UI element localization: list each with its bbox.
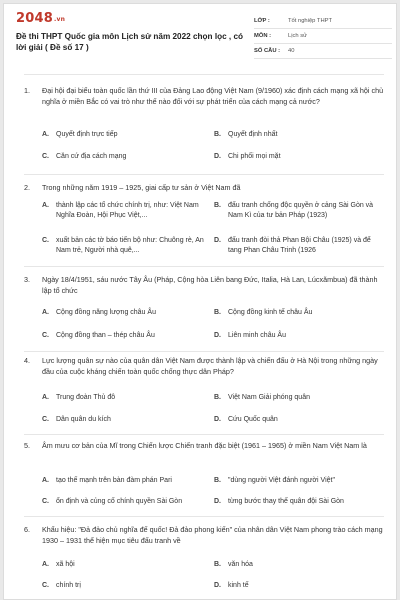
option-text: từng bước thay thế quân đội Sài Gòn — [228, 498, 344, 505]
question-number: 1. — [24, 86, 30, 95]
option-6a[interactable] — [42, 560, 202, 570]
option-letter: B. — [214, 394, 221, 401]
question-1 — [24, 85, 384, 107]
question-number: 5. — [24, 441, 30, 450]
question-number: 3. — [24, 275, 30, 284]
option-text: Căn cứ địa cách mạng — [56, 153, 127, 160]
exam-page — [3, 3, 397, 600]
meta-key: MÔN : — [254, 33, 272, 39]
option-text: "dùng người Việt đánh người Việt" — [228, 477, 335, 484]
option-text: đấu tranh chống độc quyền ở cảng Sài Gòn và Nam Kì của tư bản Pháp (1923) — [228, 202, 374, 219]
option-text: Quyết định nhất — [228, 131, 278, 138]
option-letter: C. — [42, 153, 49, 160]
option-2a[interactable] — [42, 201, 204, 221]
option-letter: B. — [214, 477, 221, 484]
meta-value: 40 — [288, 48, 295, 54]
option-1d[interactable] — [214, 152, 384, 162]
meta-value: Tốt nghiệp THPT — [288, 18, 333, 24]
option-text: xuất bản các tờ báo tiến bộ như: Chuông rè, An Nam trẻ, Người nhà quê,... — [56, 237, 204, 254]
question-number: 2. — [24, 183, 30, 192]
question-text: Ngày 18/4/1951, sáu nước Tây Âu (Pháp, Cộng hòa Liên bang Đức, Italia, Hà Lan, Lúcxămbua) đã thành lập tổ chức — [42, 275, 378, 295]
meta-row-class — [254, 14, 392, 29]
question-text: Lực lượng quân sự nào của quân dân Việt Nam được thành lập và chiến đấu ở Hà Nội trong những ngày đầu của cuộc kháng chiến toàn quốc chống thực dân Pháp? — [42, 356, 378, 376]
option-letter: D. — [214, 498, 221, 505]
question-number: 6. — [24, 525, 30, 534]
question-2 — [24, 182, 384, 193]
option-letter: C. — [42, 416, 49, 423]
option-letter: D. — [214, 416, 221, 423]
divider — [24, 434, 384, 435]
divider — [24, 74, 384, 75]
option-letter: A. — [42, 477, 49, 484]
option-1a[interactable] — [42, 130, 202, 140]
option-4a[interactable] — [42, 393, 202, 403]
option-4c[interactable] — [42, 415, 202, 425]
option-letter: C. — [42, 582, 49, 589]
option-2d[interactable] — [214, 236, 384, 256]
site-logo[interactable] — [16, 11, 65, 26]
option-text: Cộng đồng năng lượng châu Âu — [56, 309, 156, 316]
option-text: Cộng đồng than – thép châu Âu — [56, 332, 155, 339]
question-4 — [24, 355, 384, 377]
question-text: Trong những năm 1919 – 1925, giai cấp tư sản ở Việt Nam đã — [42, 183, 241, 192]
option-5c[interactable] — [42, 497, 208, 507]
question-text: Đại hội đại biểu toàn quốc lần thứ III của Đảng Lao động Việt Nam (9/1960) xác định cách mạng xã hội chủ nghĩa ở miền Bắc có vai trò như thế nào đối với sự phát triển của cách mạng cả nước? — [42, 86, 384, 106]
option-text: Trung đoàn Thủ đô — [56, 394, 116, 401]
option-letter: A. — [42, 309, 49, 316]
option-text: Liên minh châu Âu — [228, 332, 286, 339]
option-letter: B. — [214, 202, 221, 209]
option-text: Cứu Quốc quân — [228, 416, 278, 423]
question-number: 4. — [24, 356, 30, 365]
option-6d[interactable] — [214, 581, 384, 591]
option-text: Cộng đồng kinh tế châu Âu — [228, 309, 313, 316]
option-letter: A. — [42, 394, 49, 401]
meta-row-subject — [254, 29, 392, 44]
option-3c[interactable] — [42, 331, 202, 341]
option-3d[interactable] — [214, 331, 384, 341]
question-3 — [24, 274, 384, 296]
option-letter: D. — [214, 332, 221, 339]
option-5d[interactable] — [214, 497, 384, 507]
option-1c[interactable] — [42, 152, 202, 162]
option-letter: A. — [42, 561, 49, 568]
option-letter: D. — [214, 582, 221, 589]
option-letter: B. — [214, 309, 221, 316]
option-letter: C. — [42, 498, 49, 505]
meta-value: Lịch sử — [288, 33, 308, 39]
option-2b[interactable] — [214, 201, 384, 221]
option-text: tạo thế mạnh trên bàn đàm phán Pari — [56, 477, 172, 484]
option-3a[interactable] — [42, 308, 202, 318]
meta-key: SỐ CÂU : — [254, 48, 281, 54]
option-3b[interactable] — [214, 308, 384, 318]
logo-main-text: 2048 — [16, 11, 53, 26]
option-text: kinh tế — [228, 582, 249, 589]
option-letter: A. — [42, 131, 49, 138]
meta-key: LỚP : — [254, 18, 270, 24]
option-letter: B. — [214, 561, 221, 568]
option-letter: C. — [42, 332, 49, 339]
exam-header — [4, 4, 396, 68]
page-title: Đề thi THPT Quốc gia môn Lịch sử năm 2022 chọn lọc , có lời giải ( Đề số 17 ) — [16, 32, 244, 52]
option-6c[interactable] — [42, 581, 202, 591]
logo-domain-text: .vn — [53, 16, 66, 23]
option-text: ổn định và củng cố chính quyền Sài Gòn — [56, 498, 183, 505]
option-letter: D. — [214, 237, 221, 244]
option-text: xã hội — [56, 561, 75, 568]
option-5a[interactable] — [42, 476, 202, 486]
option-text: đấu tranh đòi thả Phan Bội Châu (1925) và để tang Phan Châu Trinh (1926 — [228, 237, 371, 254]
option-1b[interactable] — [214, 130, 384, 140]
option-text: thành lập các tổ chức chính trị, như: Việt Nam Nghĩa Đoàn, Hội Phục Việt,... — [56, 202, 199, 219]
divider — [24, 266, 384, 267]
option-text: Việt Nam Giải phóng quân — [228, 394, 310, 401]
meta-row-count — [254, 44, 392, 59]
option-text: Dân quân du kích — [56, 416, 111, 423]
option-4d[interactable] — [214, 415, 384, 425]
question-6 — [24, 524, 384, 546]
option-text: văn hóa — [228, 561, 253, 568]
option-letter: C. — [42, 237, 49, 244]
divider — [24, 516, 384, 517]
question-text: Khẩu hiệu: "Đả đảo chủ nghĩa đế quốc! Đả đảo phong kiến" của nhân dân Việt Nam phong trào cách mạng 1930 – 1931 thể hiện mục tiêu đấu tranh về — [42, 525, 383, 545]
question-text: Âm mưu cơ bản của Mĩ trong Chiến lược Chiến tranh đặc biệt (1961 – 1965) ở miền Nam Việt Nam là — [42, 441, 367, 450]
divider — [24, 174, 384, 175]
question-5 — [24, 440, 384, 451]
option-letter: D. — [214, 153, 221, 160]
option-letter: B. — [214, 131, 221, 138]
option-5b[interactable] — [214, 476, 384, 486]
option-text: chính trị — [56, 582, 81, 589]
option-4b[interactable] — [214, 393, 384, 403]
option-2c[interactable] — [42, 236, 204, 256]
option-text: Chi phối mọi mặt — [228, 153, 281, 160]
exam-meta-table — [254, 14, 392, 59]
option-text: Quyết định trực tiếp — [56, 131, 118, 138]
option-letter: A. — [42, 202, 49, 209]
option-6b[interactable] — [214, 560, 384, 570]
divider — [24, 351, 384, 352]
